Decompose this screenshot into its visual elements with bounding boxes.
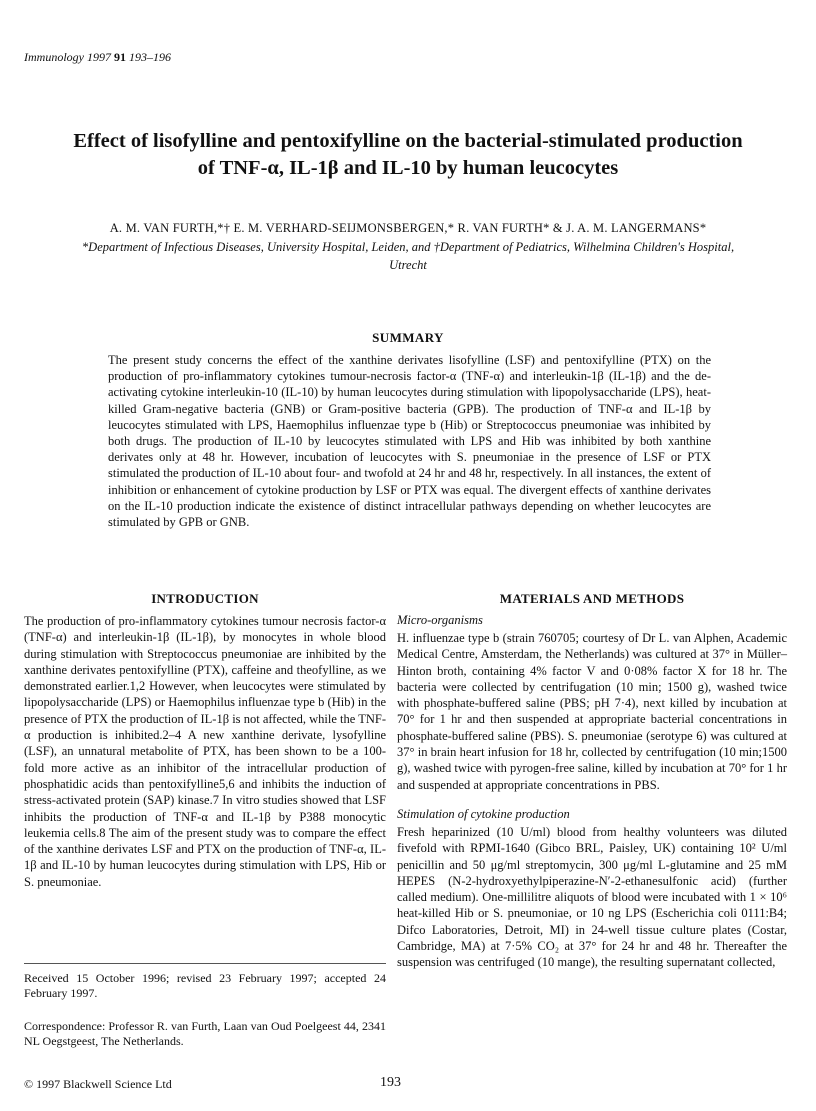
journal-volume: 91 — [114, 50, 126, 64]
micro-organisms-text: H. influenzae type b (strain 760705; courtesy of Dr L. van Alphen, Academic Medical Centre, Amsterdam, the Netherlands) was cultured at 37° in Müller–Hinton broth, containing 4% factor V and 0·08% factor X for 18 hr. The bacteria were collected by centrifugation (10 min; 1500 g), washed twice with phosphate-buffered saline (PBS; pH 7·4), next killed by incubation at 70° for 1 hr and then suspended at appropriate bacterial concentrations in phosphate-buffered saline (PBS). S. pneumoniae (serotype 6) was cultured at 37° in brain heart infusion for 18 hr, collected by centrifugation (10 min;1500 g), washed twice with pyrogen-free saline, killed by incubation at 70° for 1 hr and suspended at appropriate concentrations in PBS. — [397, 631, 787, 792]
affiliation-line-1: *Department of Infectious Diseases, University Hospital, Leiden, and †Department of Pediatrics, Wilhelmina Children's Hospital, — [81, 240, 735, 254]
summary-heading: SUMMARY — [372, 330, 444, 345]
affiliations — [30, 238, 786, 274]
left-column — [24, 591, 386, 890]
correspondence-note: Correspondence: Professor R. van Furth, Laan van Oud Poelgeest 44, 2341 NL Oegstgeest, The Netherlands. — [24, 1019, 386, 1048]
article-title — [40, 128, 776, 182]
journal-year: 1997 — [87, 50, 111, 64]
right-column — [397, 591, 787, 971]
micro-organisms-heading: Micro-organisms — [397, 613, 483, 627]
methods-heading: MATERIALS AND METHODS — [499, 591, 685, 606]
affiliation-line-2: Utrecht — [389, 258, 427, 272]
page-number: 193 — [380, 1075, 401, 1090]
journal-pages: 193–196 — [129, 50, 171, 64]
author-list: A. M. VAN FURTH,*† E. M. VERHARD-SEIJMONSBERGEN,* R. VAN FURTH* & J. A. M. LANGERMANS* — [109, 221, 707, 235]
received-note: Received 15 October 1996; revised 23 February 1997; accepted 24 February 1997. — [24, 971, 386, 1000]
journal-citation — [24, 50, 171, 65]
stimulation-text: Fresh heparinized (10 U/ml) blood from healthy volunteers was diluted fivefold with RPMI-1640 (Gibco BRL, Paisley, UK) containing 10² U/ml penicillin and 50 μg/ml streptomycin, 300 μg/ml L-glutamine and 25 mM HEPES (N-2-hydroxyethylpiperazine-N′-2-ethanesulfonic acid) (further called medium). One-millilitre aliquots of blood were incubated with 1 × 10⁶ heat-killed Hib or S. pneumoniae, or 10 ng LPS (Escherichia coli 0111:B4; Difco Laboratories, Detroit, MI) in 24-well tissue culture plates (Costar, Cambridge, MA) at 7·5% CO₂ at 37° for 24 hr and 48 hr. Thereafter the suspension was centrifuged (10 mange), the resulting supernatant collected, — [397, 824, 787, 970]
introduction-text: The production of pro-inflammatory cytokines tumour necrosis factor-α (TNF-α) and interleukin-1β (IL-1β), by monocytes in whole blood during stimulation with Streptococcus pneumoniae are inhibited by the xanthine derivates pentoxifylline (PTX), caffeine and theofylline, as we demonstrated earlier.1,2 However, when leucocytes were stimulated by lipopolysaccharide (LPS) or Haemophilus influenzae type b (Hib) in the presence of PTX the production of IL-1β is not affected, while the TNF-α production is inhibited.2–4 A new xanthine derivate, lysofylline (LSF), an unnatural metabolite of PTX, has been shown to be a 100-fold more active as an inhibitor of the intracellular production of phosphatidic acids than pentoxifylline5,6 and inhibits the induction of stress-activated protein (SAP) kinase.7 In vitro studies showed that LSF inhibits the production of TNF-α and IL-1β by P388 monocytic leukemia cells.8 The aim of the present study was to compare the effect of the xanthine derivates LSF and PTX on the production of TNF-α, IL-1β and IL-10 by human leucocytes during stimulation with LPS, Hib or S. pneumoniae. — [24, 614, 386, 889]
copyright-notice: © 1997 Blackwell Science Ltd — [24, 1077, 172, 1091]
journal-name: Immunology — [24, 50, 84, 64]
introduction-heading: INTRODUCTION — [151, 591, 259, 606]
summary-text: The present study concerns the effect of the xanthine derivates lisofylline (LSF) and pentoxifylline (PTX) on the production of pro-inflammatory cytokines tumour-necrosis factor-α (TNF-α) and interleukin-1β (IL-1β) and the de-activating cytokine interleukin-10 (IL-10) by human leucocytes during stimulation with lipopolysaccharide (LPS), heat-killed Gram-negative bacteria (GNB) or Gram-positive bacteria (GPB). The production of TNF-α and IL-1β by leucocytes stimulated with LPS, Haemophilus influenzae type b (Hib) or Streptococcus pneumoniae was inhibited by both drugs. The production of IL-10 by leucocytes stimulated with LPS and Hib was inhibited by both xanthine derivates only at 48 hr. However, incubation of leucocytes with S. pneumoniae in the presence of LSF or PTX stimulated the production of IL-10 about four- and twofold at 24 hr and 48 hr, respectively. In all instances, the extent of inhibition or enhancement of cytokine production by LSF or PTX was equal. The divergent effects of xanthine derivates on the IL-10 production indicate the existence of distinct intracellular pathways depending on whether leucocytes are stimulated by GPB or GNB. — [108, 353, 711, 530]
title-line-1: Effect of lisofylline and pentoxifylline on the bacterial-stimulated production — [73, 130, 743, 152]
footnote-divider — [24, 963, 386, 964]
stimulation-heading: Stimulation of cytokine production — [397, 806, 570, 821]
title-line-2: of TNF-α, IL-1β and IL-10 by human leucocytes — [197, 157, 619, 179]
